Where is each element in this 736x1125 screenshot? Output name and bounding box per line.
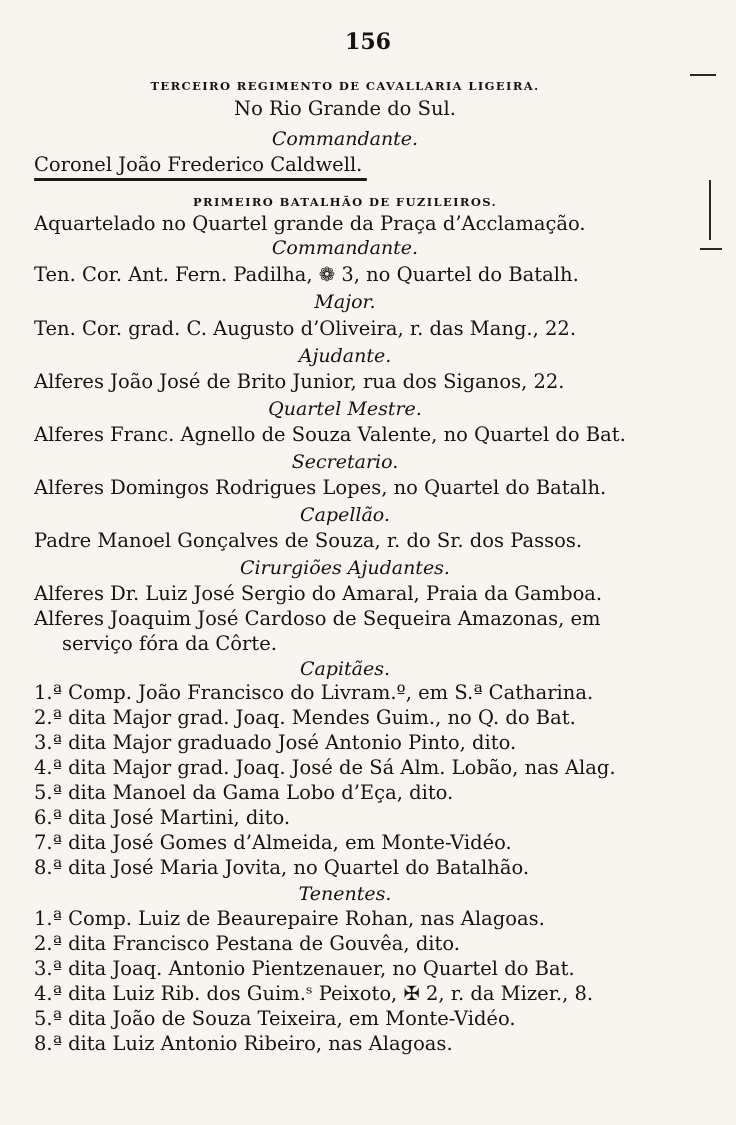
battalion-location: Aquartelado no Quartel grande da Praça d’Acclamação. (34, 212, 586, 235)
regiment-location: No Rio Grande do Sul. (234, 97, 456, 120)
list-item: 7.ª dita José Gomes d’Almeida, em Monte-Vidéo. (34, 831, 512, 854)
section-heading-cirurgioes: Cirurgiões Ajudantes. (240, 557, 450, 579)
list-item: 3.ª dita Major graduado José Antonio Pinto, dito. (34, 731, 517, 754)
list-item: 8.ª dita Luiz Antonio Ribeiro, nas Alagoas. (34, 1032, 453, 1055)
list-item: 8.ª dita José Maria Jovita, no Quartel do Batalhão. (34, 856, 530, 879)
battalion-title: PRIMEIRO BATALHÃO DE FUZILEIROS. (192, 195, 497, 209)
section-heading-major: Major. (314, 291, 376, 313)
entry-line: Ten. Cor. grad. C. Augusto d’Oliveira, r. das Mang., 22. (34, 317, 577, 340)
entry-line: Alferes João José de Brito Junior, rua dos Siganos, 22. (34, 370, 565, 393)
section-heading-capitaes: Capitães. (299, 658, 391, 680)
section-heading-tenentes: Tenentes. (298, 883, 392, 905)
entry-line: Alferes Domingos Rodrigues Lopes, no Quartel do Batalh. (34, 476, 607, 499)
page-number: 156 (345, 29, 391, 55)
list-item: 2.ª dita Francisco Pestana de Gouvêa, dito. (34, 932, 460, 955)
entry-line: Ten. Cor. Ant. Fern. Padilha, ❁ 3, no Quartel do Batalh. (34, 263, 579, 286)
margin-mark (709, 180, 711, 240)
list-item: 1.ª Comp. João Francisco do Livram.º, em S.ª Catharina. (34, 681, 594, 704)
margin-mark (690, 74, 716, 76)
list-item: 2.ª dita Major grad. Joaq. Mendes Guim., no Q. do Bat. (34, 706, 576, 729)
entry-line: serviço fóra da Côrte. (62, 632, 277, 655)
entry-line: Alferes Franc. Agnello de Souza Valente, no Quartel do Bat. (34, 423, 626, 446)
entry-line: Alferes Joaquim José Cardoso de Sequeira Amazonas, em (34, 607, 601, 630)
list-item: 6.ª dita José Martini, dito. (34, 806, 291, 829)
section-heading-capellao: Capellão. (300, 504, 390, 526)
section-heading-commandante: Commandante. (271, 237, 419, 259)
list-item: 5.ª dita Manoel da Gama Lobo d’Eça, dito. (34, 781, 454, 804)
section-heading-secretario: Secretario. (291, 451, 399, 473)
regiment-commander: Coronel João Frederico Caldwell. (34, 153, 363, 176)
section-heading-quartel-mestre: Quartel Mestre. (268, 398, 422, 420)
underline-rule (34, 178, 367, 181)
list-item: 1.ª Comp. Luiz de Beaurepaire Rohan, nas Alagoas. (34, 907, 545, 930)
entry-line: Padre Manoel Gonçalves de Souza, r. do Sr. dos Passos. (34, 529, 583, 552)
regiment-commander-heading: Commandante. (271, 128, 419, 150)
list-item: 5.ª dita João de Souza Teixeira, em Monte-Vidéo. (34, 1007, 516, 1030)
list-item: 3.ª dita Joaq. Antonio Pientzenauer, no Quartel do Bat. (34, 957, 575, 980)
section-heading-ajudante: Ajudante. (298, 345, 392, 367)
regiment-title: TERCEIRO REGIMENTO DE CAVALLARIA LIGEIRA. (150, 79, 540, 93)
entry-line: Alferes Dr. Luiz José Sergio do Amaral, Praia da Gamboa. (34, 582, 603, 605)
list-item: 4.ª dita Major grad. Joaq. José de Sá Alm. Lobão, nas Alag. (34, 756, 616, 779)
margin-mark (700, 248, 722, 250)
list-item: 4.ª dita Luiz Rib. dos Guim.ˢ Peixoto, ✠ 2, r. da Mizer., 8. (34, 982, 594, 1005)
